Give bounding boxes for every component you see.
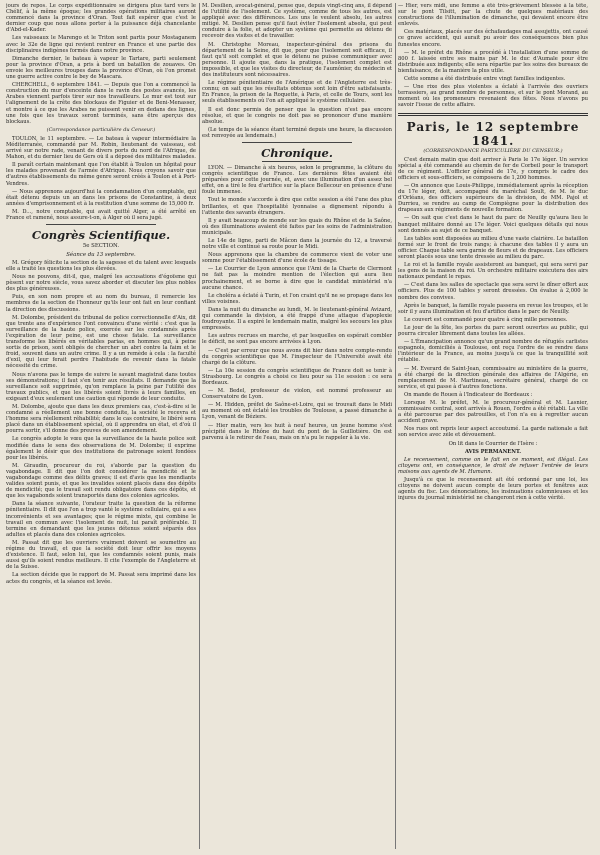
paragraph: TOULON, le 11 septembre. — Le bateau à vapeur intermédiaire la Méditerranée, commandé par M. Robin, lieutenant de vaisseau, est arrivé sur notre rade, venant de divers ports du nord de l'Afrique, de Mahon, et du dernier lieu de Gers où il a déposé des militaires malades. [6,135,196,161]
paragraph: La section décide que le rapport de M. Passat sera imprimé dans les actes du congrès, et la séance est levée. [6,572,196,585]
paragraph: M. Grégory félicite la section de la sagesse et du talent avec lesquels elle a traité les questions les plus élevées. [6,259,196,272]
paragraph: — C'est par erreur que nous avons dit hier dans notre compte-rendu du congrès scientifique que M. l'inspecteur de l'Université avait été chargé de la clôture. [202,347,392,366]
paragraph: Il y avait beaucoup de monde sur les quais du Rhône et de la Saône, où des illuminations avaient été faites par les soins de l'administration municipale. [202,217,392,236]
paragraph: M. Dolombe, ajoute que dans les deux premiers cas, c'est-à-dire si le condamné a réellement une bonne conduite, la société le recevra et l'homme sera réellement réhabilité; dans le cas contraire, le libéré sera placé dans un établissement spécial, où il apprendra un état, et d'où il pourra sortir, s'il donne des preuves de son amendement. [6,403,196,435]
section-separator [242,142,352,143]
section-heading-chronique: Chronique. [261,145,333,160]
paragraph: Lorsque M. le préfet, M. le procureur-général et M. Lasnier, commissaire central, sont arrivés à Rouen, l'ordre a été rétabli. La ville a été parcourue par des patrouilles, et l'on n'a eu à regretter aucun accident grave. [398,399,588,425]
section-separator [262,161,332,162]
paragraph: Cette somme a été distribuée entre vingt familles indigentes. [404,76,566,83]
column-middle [202,3,392,849]
paragraph: — La 10e session du congrès scientifique de France doit se tenir à Strasbourg. Le congrès a choisi ce lieu pour sa 11e session : ce sera Bordeaux. [202,367,392,386]
paragraph: Les autres recrues en marche, et par lesquelles on espérait combler le déficit, ne sont pas encore arrivées à Lyon. [202,333,392,346]
paragraph: jours de repos. Le corps expéditionnaire se dirigera plus tard vers le Chélif, à la même époque; les grandes opérations militaires auront commencé dans la province d'Oran. Tout fait espérer que c'est le dernier coup que nous allons porter à la puissance déjà chancelante d'Abd-el-Kader. [6,3,196,34]
paragraph: Nous apprenons que la chambre de commerce vient de voter une somme pour l'établissement d'une école de tissage. [202,252,392,265]
paragraph: Il est donc permis de penser que la question n'est pas encore résolue, et que le congrès ne doit pas se prononcer d'une manière absolue. [202,106,392,125]
correspondence-note: (Correspondance particulière du Censeur.) [46,126,156,133]
paragraph: M. Dolombe, président du tribunal de police correctionnelle d'Aix, dit que trente ans d'expérience l'ont convaincu d'une vérité : c'est que la surveillance de la haute police, exercée sur les condamnés après l'expiration de leur peine, est une chose fatale. La surveillance transforme les libérés en véritables parias, en hommes qui, à peine sortis de prison, sont obligés de chercher un abri contre la faim et le froid, souvent dans un autre crime. Il y a un remède à cela : la faculté d'exil, qui leur ferait perdre l'habitude de revenir dans la fatale nécessité du crime. [6,314,196,370]
paragraph: Après le banquet, la famille royale passera en revue les troupes, et le soir il y aura illumination et feu d'artifice dans le parc de Neuilly. [398,302,588,315]
paragraph: — M. le préfet du Rhône a procédé à l'installation d'une somme de 800 f. laissée entre ses mains par M. le duc d'Aumale pour être distribuée aux indigents; elle sera répartie par les soins des bureaux de bienfaisance, de la manière la plus utile. [398,49,588,74]
paragraph: — Hier matin, vers les huit à neuf heures, un jeune homme s'est précipité dans le Rhône du haut du pont de la Guillotière. On est parvenu à le retirer de l'eau, mais on n'a pu le rappeler à la vie. [202,422,392,441]
paragraph: M. Desilien, avocat-général, pense que, depuis vingt-cinq ans, il dépend de l'utilité de l'isolement. Ce système, comme de tous les autres, est appliqué avec des différences. Les uns le veulent absolu, les autres mitigé. M. Desilien pense qu'il faut éviter l'isolement absolu, qui peut conduire à la folie, et adopter un système qui permette au détenu de recevoir des visites et de travailler. [202,3,392,40]
paragraph: Ces matériaux, placés sur des échafaudages mal assujettis, ont causé ce grave accident, qui aurait pu avoir des conséquences bien plus funestes encore. [398,29,588,48]
column-divider [395,3,396,849]
paragraph: M. D..., notre comptable, qui avait quitté Alger, a été arrêté en France et ramené, nous assure-t-on, à Alger où il sera jugé. [6,208,196,221]
paragraph: Le régime pénitentiaire de l'Amérique et de l'Angleterre est très-connu; on sait que les résultats obtenus sont loin d'être satisfaisants. En France, la prison de la Roquette, à Paris, et celle de Tours, sont les seuls établissements où l'on ait appliqué le système cellulaire. [202,80,392,105]
paragraph: — On sait que c'est dans le haut du parc de Neuilly qu'aura lieu le banquet militaire donné au 17e léger. Voici quelques détails qui nous sont donnés au sujet de ce banquet. [398,215,588,234]
section-separator [398,113,588,116]
paragraph: Dans la nuit du dimanche au lundi, M. le lieutenant-général Avizard, qui commande la division, a été frappé d'une attaque d'apoplexie foudroyante. Il a expiré le lendemain matin, malgré les secours les plus empressés. [202,306,392,332]
paragraph: Le jour de la fête, les portes du parc seront ouvertes au public, qui pourra circuler librement dans toutes les allées. [398,324,588,338]
paragraph: Les vaisseaux le Marengo et le Triton sont partis pour Mostaganem avec le 32e de ligne qui revient rentrer en France et une partie des disciplinaires indigènes formés dans notre province. [6,35,196,54]
paragraph: Nous n'avons pas le temps de suivre le savant magistrat dans toutes ses démonstrations; il faut s'en tenir aux résultats. Il demande que la surveillance soit supprimée, qu'on remplace la peine par l'utilité des travaux publics, et que les libérés soient livrés à leurs familles, en exigeant d'eux seulement une caution qui réponde de leur conduite. [6,371,196,402]
paragraph: On lit dans le Courrier de l'Isère : [448,440,538,447]
paragraph: LYON. — Dimanche à six heures, selon le programme, la clôture du congrès scientifique de France. Les dernières fêtes avaient été préparées pour cette journée, et, avec une illumination d'un assez bel effet, on a tiré le feu d'artifice sur la place Bellecour en présence d'une foule immense. [202,164,392,196]
paragraph: — M. Bedel, professeur de violon, est nommé professeur au Conservatoire de Lyon. [202,388,392,401]
correspondence-note: (CORRESPONDANCE PARTICULIÈRE DU CENSEUR.) [423,147,563,154]
paragraph: Jusqu'à ce que le recensement ait été ordonné par une loi, les citoyens ne doivent aucun compte de leurs portes et fenêtres aux agents du fisc. Les dénonciations, les insinuations calomnieuses et les injures du journal ministériel ne changeront rien à cette vérité. [398,477,588,502]
paragraph: M. Giraudin, procureur du roi, s'aborde par la question du vagabondage. Il dit que l'on doit considérer la mendicité et le vagabondage comme des délits graves; il est d'avis que les mendiants valides soient punis, et que les invalides soient placés dans des dépôts de mendicité; que le travail soit rendu obligatoire dans ces dépôts, et que les vagabonds soient transportés dans des colonies agricoles. [6,462,196,500]
section-subheading: 5e SECTION. [82,243,120,250]
paragraph: — Le Courrier de Lyon annonce que l'Ami de la Charte de Clermont ne fait pas la moindre mention de l'élection qui aura lieu prochainement, et se borne à dire que le candidat ministériel n'a aucune chance. [202,266,392,291]
column-left [6,3,196,849]
paragraph: M. Passat dit que les ouvriers vraiment doivent se soumettre au régime du travail, et que la société doit leur offrir les moyens d'existence. Il faut, selon lui, que les condamnés soient punis, mais aussi qu'ils soient rendus meilleurs. Il cite l'exemple de l'Angleterre et de la Suisse. [6,539,196,571]
column-divider [199,3,200,849]
column-right [398,3,588,849]
paragraph: — Hier, vers midi, une femme a été très-grièvement blessée à la tête, sur le pont Tilsitt, par la chute de quelques matériaux des constructions de l'illumination de dimanche, qui devaient encore être enlevés. [398,3,588,28]
paragraph: (Le temps de la séance étant terminé depuis une heure, la discussion est renvoyée au lendemain.) [202,126,392,139]
paragraph: — M. Everard de Saint-Jean, commissaire au ministère de la guerre, a été chargé de la direction générale des affaires de l'Algérie, en remplacement de M. Martineau, secrétaire général, chargé de ce service, et qui passe à d'autres fonctions. [398,365,588,390]
paragraph: Le choléra a éclaté à Turin, et l'on craint qu'il ne se propage dans les villes voisines. [202,292,392,305]
paragraph: Nous ne pouvons, dit-il, que, malgré les accusations d'égoïsme qui pèsent sur notre siècle, vous savez aborder et discuter les plus nobles des plus généreuses. [6,274,196,293]
newspaper-page [6,3,594,849]
paragraph: Le couvert est commandé pour quatre à cinq mille personnes. [404,316,568,323]
paragraph: Il paraît certain maintenant que l'on établit à Toulon un hôpital pour les malades provenant de l'armée d'Afrique. Nous croyons savoir que d'autres établissements du même genre seront créés à Toulon et à Port-Vendres. [6,162,196,187]
paragraph: — Une rixe des plus violentes a éclaté à l'arrivée des ouvriers terrassiers, au grand nombre de personnes, et sur le pont Morand, au moment où les promeneurs revenaient des fêtes. Nous n'avons pu savoir l'issue de cette affaire. [398,84,588,109]
paragraph: Le recensement, comme on le fait en ce moment, est illégal. Les citoyens ont, en conséquence, le droit de refuser l'entrée de leurs maisons aux agents de M. Humann. [398,456,588,475]
section-separator [46,224,156,225]
paragraph: Puis, en son nom propre et au nom du bureau, il remercie les membres de la section de l'honneur qu'ils leur ont fait en leur confiant la direction des discussions. [6,294,196,313]
dateline-heading: Paris, le 12 septembre 1841. [406,119,580,148]
paragraph: Dimanche dernier, le bateau à vapeur le Tartare, parti seulement pour la province d'Oran, a pris à bord un bataillon de zouaves. On envoie les meilleures troupes dans la province d'Oran, où l'on promet une guerre active contre le bey de Mascara. [6,55,196,81]
paragraph: Nos rues ont repris leur aspect accoutumé. La garde nationale a fait son service avec zèle et dévouement. [398,426,588,439]
paragraph: CHERCHELL, 6 septembre 1841. — Depuis que l'on a commencé la construction du mur d'enceinte dans le ravin des postes avancés, les Arabes viennent parfois tirer sur nos travailleurs. Le mur est tout sur l'alignement de la crête des blockaus de Figuier et de Beni-Menasser, et montre à ce que les Arabes ne puissent venir en dedans des lignes, une fois que les travaux seront terminés, sans être aperçus des blockaus. [6,82,196,125]
paragraph: M. Christophe Moreau, inspecteur-général des prisons du département de la Seine, dit que, pour que l'isolement soit efficace, il faut qu'il soit complet et que le détenu ne puisse communiquer avec personne. Il ajoute que, dans la pratique, l'isolement complet est impossible, et que les visites du directeur, de l'aumônier, du médecin et des instituteurs sont nécessaires. [202,41,392,79]
paragraph: Le 14e de ligne, parti de Mâcon dans la journée du 12, a traversé notre ville et continué sa route pour le Midi. [202,238,392,251]
paragraph: — C'est dans les salles de spectacle que sera servi le dîner offert aux officiers. Plus de 100 tables y seront dressées. On évalue à 2,000 le nombre des convives. [398,282,588,301]
paragraph: Dans la séance suivante, l'orateur traite la question de la réforme pénitentiaire. Il dit que l'on a trop vanté le système cellulaire, qui a ses inconvénients et ses avantages; que le régime mixte, qui combine le travail en commun avec l'isolement de nuit, lui paraît préférable. Il termine en demandant que les jeunes détenus soient séparés des adultes et placés dans des colonies agricoles. [6,501,196,538]
paragraph: — M. Hidden, préfet de Saône-et-Loire, qui se trouvait dans le Midi au moment où ont éclaté les troubles de Toulouse, a passé dimanche à Lyon, venant de Béziers. [202,402,392,421]
notice-title: AVIS PERMANENT. [464,448,522,455]
section-heading-congres: Congrès Scientifique. [31,228,171,243]
paragraph: Tout le monde s'accorde à dire que cette session a été l'une des plus brillantes, et que l'hospitalité lyonnaise a dignement répondu à l'attente des savants étrangers. [202,197,392,216]
paragraph: — L'Émancipation annonce qu'un grand nombre de réfugiés carlistes espagnols, domiciliés à Toulouse, ont reçu l'ordre de se rendre dans l'intérieur de la France, au moins jusqu'à ce que la tranquillité soit rétablie. [398,339,588,364]
paragraph: — Nous apprenons aujourd'hui la condamnation d'un comptable, qui était détenu depuis un an dans les prisons de Constantine, à deux années d'emprisonnement et à la restitution d'une somme de 15,000 fr. [6,188,196,207]
session-date: Séance du 13 septembre. [66,251,136,258]
paragraph: On mande de Rouen à l'Indicateur de Bordeaux : [404,391,533,398]
paragraph: Le congrès adopte le vœu que la surveillance de la haute police soit modifiée dans le sens des observations de M. Dolombe; il exprime également le désir que des institutions de patronage soient fondées pour les libérés. [6,436,196,461]
paragraph: Les tables sont disposées au milieu d'une vaste clairière. Le bataillon formé sur le front de trois rangs; à chacune des tables il y aura un officier. Chaque table sera garnie de fleurs et de drapeaux. Les officiers seront placés sous une tente dressée au milieu du parc. [398,235,588,260]
paragraph: C'est demain matin que doit arriver à Paris le 17e léger. Un service spécial a été commandé au chemin de fer de Corbeil pour le transport de ce régiment. L'officier général de 17e, y compris le cadre des officiers et sous-officiers, se composera de 1,200 hommes. [398,156,588,181]
paragraph: — On annonce que Louis-Philippe, immédiatement après la réception du 17e léger, doit, accompagné du maréchal Soult, de M. le duc d'Orléans, des officiers supérieurs de la division, de MM. Pajol et Durrieu, se rendre au camp de Compiègne pour la distribution des drapeaux aux régiments de nouvelle formation. [398,182,588,214]
paragraph: Le roi et la famille royale assisteront au banquet, qui sera servi par les gens de la maison du roi. Un orchestre militaire exécutera des airs nationaux pendant le repas. [398,262,588,281]
